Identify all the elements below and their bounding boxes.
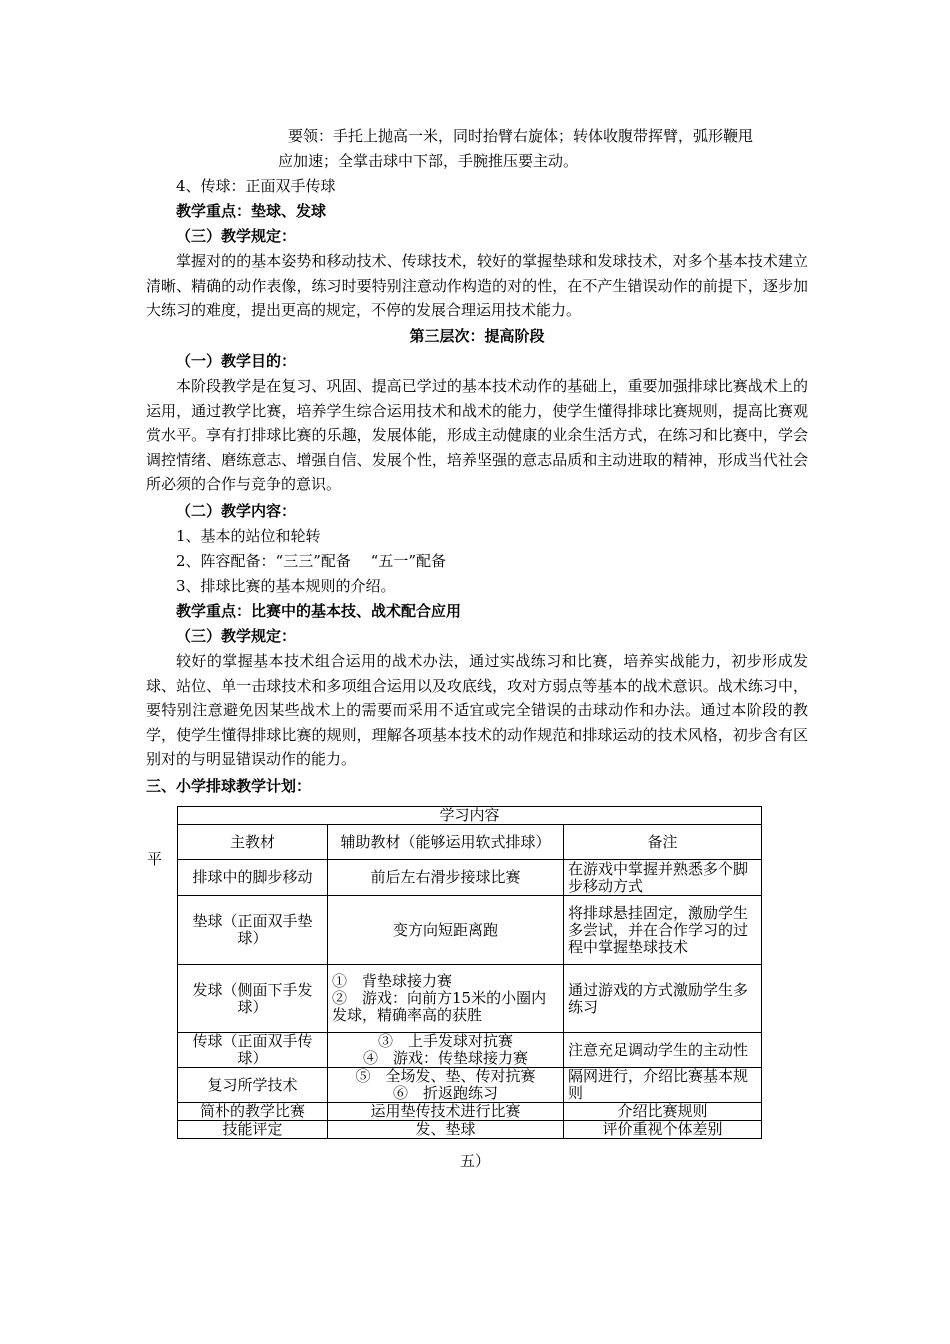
cell-aux: ① 背垫球接力赛 ② 游戏：向前方15米的小圈内发球，精确率高的获胜 bbox=[328, 965, 564, 1033]
table-row bbox=[178, 1103, 762, 1121]
cell-aux: 前后左右滑步接球比赛 bbox=[328, 860, 564, 896]
cell-aux: 运用垫传技术进行比赛 bbox=[328, 1103, 564, 1121]
cell-main: 传球（正面双手传球） bbox=[178, 1033, 328, 1068]
goal-paragraph: 本阶段教学是在复习、巩固、提高已学过的基本技术动作的基础上，重要加强排球比赛战术上的运用，通过教学比赛，培养学生综合运用技术和战术的能力，使学生懂得排球比赛规则，提高比赛观赏水平。享有打排球比赛的乐趣，发展体能，形成主动健康的业余生活方式，在练习和比赛中，学会调控情绪、磨练意志、增强自信、发展个性，培养坚强的意志品质和主动进取的精神，形成当代社会所必须的合作与竞争的意识。 bbox=[146, 377, 808, 493]
plan-heading: 三、小学排球教学计划： bbox=[146, 777, 312, 795]
item-4-pass: 4、传球：正面双手传球 bbox=[176, 177, 336, 195]
cell-main: 技能评定 bbox=[178, 1121, 328, 1139]
level3-title: 第三层次：提高阶段 bbox=[409, 327, 545, 345]
cell-note: 介绍比赛规则 bbox=[564, 1103, 762, 1121]
table-row bbox=[178, 1068, 762, 1103]
cell-aux: 变方向短距离跑 bbox=[328, 896, 564, 965]
cell-note: 隔网进行，介绍比赛基本规则 bbox=[564, 1068, 762, 1103]
cell-aux: ⑤ 全场发、垫、传对抗赛 ⑥ 折返跑练习 bbox=[328, 1068, 564, 1103]
yaoling-line-2: 应加速；全掌击球中下部，手腕推压要主动。 bbox=[278, 152, 579, 170]
cell-note: 在游戏中掌握并熟悉多个脚步移动方式 bbox=[564, 860, 762, 896]
teaching-plan-table bbox=[177, 806, 762, 1139]
rules-heading: （三）教学规定： bbox=[176, 227, 297, 245]
side-character: 平 bbox=[147, 850, 163, 868]
table-row bbox=[178, 860, 762, 896]
column-header-aux: 辅助教材（能够运用软式排球） bbox=[328, 825, 564, 860]
table-header-top: 学习内容 bbox=[178, 807, 762, 825]
content-heading: （二）教学内容： bbox=[176, 502, 297, 520]
cell-main: 发球（侧面下手发球） bbox=[178, 965, 328, 1033]
column-header-note: 备注 bbox=[564, 825, 762, 860]
page-footer-label: 五） bbox=[459, 1152, 490, 1170]
table-row bbox=[178, 1121, 762, 1139]
cell-main: 排球中的脚步移动 bbox=[178, 860, 328, 896]
cell-note: 通过游戏的方式激励学生多练习 bbox=[564, 965, 762, 1033]
rules-paragraph: 掌握对的的基本姿势和移动技术、传球技术，较好的掌握垫球和发球技术，对多个基本技术建立清晰、精确的动作表像，练习时要特别注意动作构造的对的性，在不产生错误动作的前提下，逐步加大练习的难度，提出更高的规定，不停的发展合理运用技术能力。 bbox=[146, 252, 808, 319]
goal-heading: （一）教学目的： bbox=[176, 352, 297, 370]
cell-aux: ③ 上手发球对抗赛 ④ 游戏：传垫球接力赛 bbox=[328, 1033, 564, 1068]
level3-rules-paragraph: 较好的掌握基本技术组合运用的战术办法，通过实战练习和比赛，培养实战能力，初步形成发球、站位、单一击球技术和多项组合运用以及攻底线，攻对方弱点等基本的战术意识。战术练习中，要特别注意避免因某些战术上的需要而采用不适宜或完全错误的击球动作和办法。通过本阶段的教学，使学生懂得排球比赛的规则，理解各项基本技术的动作规范和排球运动的技术风格，初步含有区别对的与明显错误动作的能力。 bbox=[146, 652, 808, 768]
cell-main: 简朴的教学比赛 bbox=[178, 1103, 328, 1121]
cell-note: 注意充足调动学生的主动性 bbox=[564, 1033, 762, 1068]
key-points-heading: 教学重点：垫球、发球 bbox=[176, 202, 327, 220]
level3-rules-heading: （三）教学规定： bbox=[176, 627, 297, 645]
table-row bbox=[178, 896, 762, 965]
cell-note: 评价重视个体差别 bbox=[564, 1121, 762, 1139]
table-row bbox=[178, 965, 762, 1033]
yaoling-line-1: 要领：手托上抛高一米，同时抬臂右旋体；转体收腹带挥臂，弧形鞭甩 bbox=[288, 127, 754, 145]
cell-note: 将排球悬挂固定，激励学生多尝试，并在合作学习的过程中掌握垫球技术 bbox=[564, 896, 762, 965]
table-row bbox=[178, 1033, 762, 1068]
cell-aux: 发、垫球 bbox=[328, 1121, 564, 1139]
content-item-3: 3、排球比赛的基本规则的介绍。 bbox=[176, 577, 396, 595]
cell-main: 复习所学技术 bbox=[178, 1068, 328, 1103]
level3-key-points: 教学重点：比赛中的基本技、战术配合应用 bbox=[176, 602, 462, 620]
cell-main: 垫球（正面双手垫球） bbox=[178, 896, 328, 965]
column-header-main: 主教材 bbox=[178, 825, 328, 860]
content-item-2: 2、阵容配备：“三三”配备 “五一”配备 bbox=[176, 552, 446, 570]
content-item-1: 1、基本的站位和轮转 bbox=[176, 527, 321, 545]
